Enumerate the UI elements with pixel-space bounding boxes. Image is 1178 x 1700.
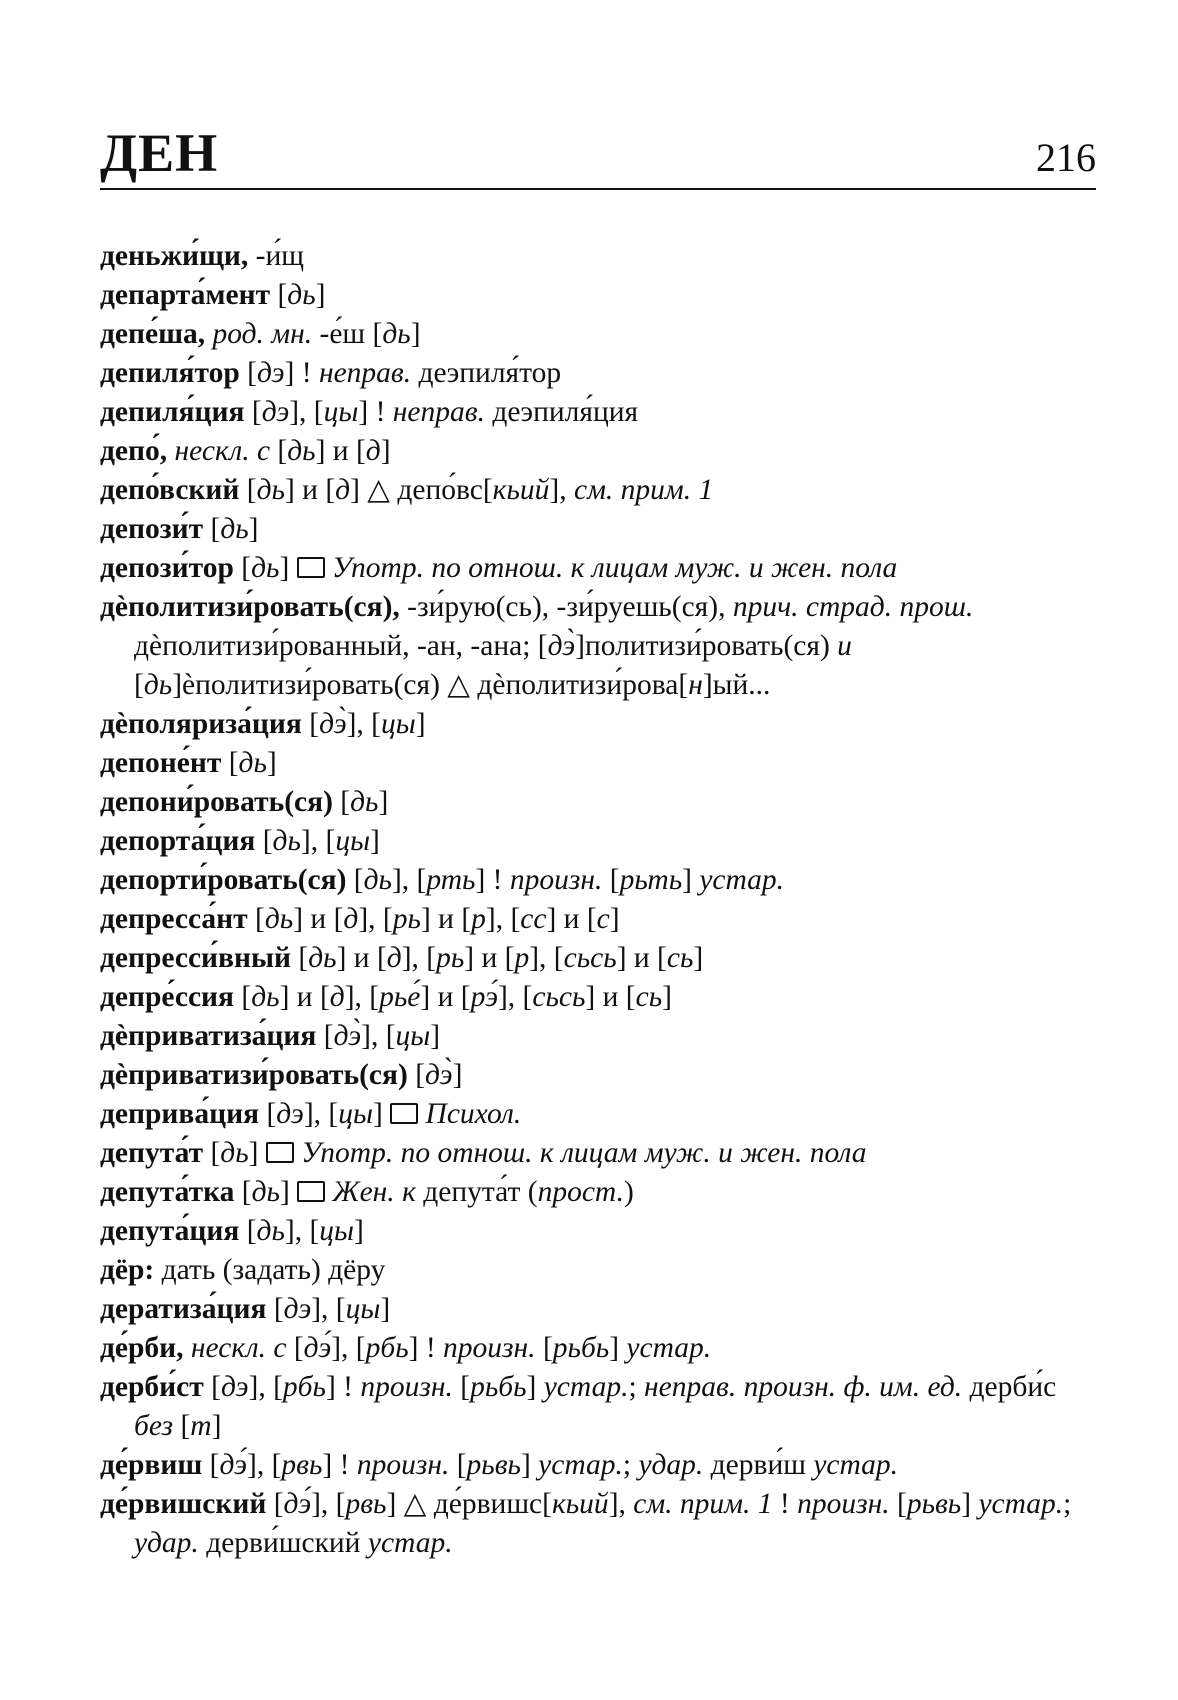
entry-text: [ bbox=[266, 1293, 284, 1325]
dictionary-entry bbox=[100, 1095, 1096, 1134]
entry-text: ] bbox=[211, 1410, 222, 1442]
italic-label: к bbox=[402, 1176, 416, 1208]
entry-text: ] bbox=[370, 825, 380, 857]
headword: депре́ссия bbox=[100, 981, 235, 1013]
italic-label: рэ́ bbox=[470, 981, 498, 1013]
italic-label: дь bbox=[256, 474, 285, 506]
italic-label: неправ. произн. ф. им. ед. bbox=[644, 1371, 963, 1403]
italic-label: кьий bbox=[492, 474, 550, 506]
italic-label: прич. страд. прош. bbox=[732, 591, 974, 623]
italic-label: произн. bbox=[509, 864, 603, 896]
entry-text: ] и [ bbox=[279, 981, 330, 1013]
italic-label: см. прим. 1 bbox=[573, 474, 714, 506]
entry-text: -зи́рую(сь), -зи́руешь(ся), bbox=[399, 591, 733, 623]
entry-text: ] ! bbox=[358, 396, 393, 428]
entry-text: дерви́шский bbox=[198, 1527, 368, 1559]
entry-text: ] и [ bbox=[420, 903, 472, 935]
italic-label: дэ̀ bbox=[547, 630, 576, 662]
dictionary-entry bbox=[100, 393, 1096, 432]
entry-text bbox=[205, 318, 212, 350]
entry-text: ], [ bbox=[289, 396, 324, 428]
entry-text: деэпиля́тор bbox=[411, 357, 562, 389]
italic-label: Употр. по отнош. к лицам муж. и жен. пола bbox=[332, 552, 898, 584]
italic-label: неправ. bbox=[318, 357, 412, 389]
italic-label: дь bbox=[256, 1215, 285, 1247]
dictionary-entry bbox=[100, 744, 1096, 783]
entry-text: депута́т ( bbox=[415, 1176, 538, 1208]
italic-label: сс bbox=[520, 903, 547, 935]
dictionary-entry bbox=[100, 588, 1096, 705]
italic-label: рьть bbox=[619, 864, 683, 896]
italic-label: дь bbox=[238, 747, 267, 779]
entry-text: ] bbox=[266, 747, 277, 779]
italic-label: Жен. bbox=[332, 1176, 395, 1208]
italic-label: нескл. с bbox=[190, 1332, 287, 1364]
entry-text: ] bbox=[279, 552, 297, 584]
entry-text: ] ! bbox=[408, 1332, 444, 1364]
headword: депута́т bbox=[100, 1137, 204, 1169]
italic-label: дь bbox=[382, 318, 411, 350]
italic-label: дэ̀ bbox=[319, 708, 347, 740]
dictionary-entry bbox=[100, 1173, 1096, 1212]
entry-text: [ bbox=[889, 1488, 907, 1520]
entry-text: ] ! bbox=[475, 864, 510, 896]
dictionary-entry bbox=[100, 978, 1096, 1017]
entry-text: ], [ bbox=[401, 942, 437, 974]
italic-label: рь bbox=[392, 903, 421, 935]
usage-note-box-icon bbox=[297, 1181, 325, 1202]
entry-text: ] bbox=[609, 1332, 627, 1364]
dictionary-entry bbox=[100, 1134, 1096, 1173]
entry-text: [ bbox=[535, 1332, 553, 1364]
dictionary-entry bbox=[100, 1446, 1096, 1485]
entry-text: [ bbox=[244, 396, 262, 428]
entry-text: ] bbox=[609, 903, 620, 935]
italic-label: дь bbox=[220, 1137, 249, 1169]
headword: депорта́ция bbox=[100, 825, 256, 857]
italic-label: дэ́ bbox=[283, 1488, 312, 1520]
entry-text: ] △ депо́вс[ bbox=[350, 474, 493, 506]
italic-label: дь bbox=[287, 279, 316, 311]
italic-label: прост. bbox=[537, 1176, 624, 1208]
entry-text: [ bbox=[221, 747, 239, 779]
entry-text: ], [ bbox=[248, 1371, 283, 1403]
italic-label: дь bbox=[350, 786, 379, 818]
entry-text bbox=[325, 1176, 332, 1208]
headword: дѐполитизи́ровать(ся), bbox=[100, 591, 400, 623]
headword: депози́т bbox=[100, 513, 204, 545]
entry-text: [ bbox=[234, 981, 252, 1013]
italic-label: устар. bbox=[978, 1488, 1064, 1520]
italic-label: д bbox=[343, 903, 359, 935]
italic-label: произн. bbox=[360, 1371, 453, 1403]
dictionary-entry bbox=[100, 1290, 1096, 1329]
entry-text: ] и [ bbox=[585, 981, 636, 1013]
dictionary-entry bbox=[100, 1251, 1096, 1290]
entry-text: ], [ bbox=[391, 864, 427, 896]
entry-text: [ bbox=[301, 708, 320, 740]
italic-label: н bbox=[688, 669, 703, 701]
entry-text bbox=[395, 1176, 402, 1208]
italic-label: удар. bbox=[638, 1449, 704, 1481]
entry-text: ], [ bbox=[485, 903, 521, 935]
italic-label: дэ bbox=[276, 1098, 304, 1130]
headword: депута́ция bbox=[100, 1215, 240, 1247]
entry-text: ] bbox=[315, 279, 326, 311]
italic-label: дэ bbox=[261, 396, 290, 428]
entry-text: ] и [ bbox=[420, 981, 471, 1013]
italic-label: дь bbox=[251, 981, 280, 1013]
italic-label: цы bbox=[338, 1098, 373, 1130]
entry-text: ], [ bbox=[303, 1098, 339, 1130]
italic-label: устар. bbox=[538, 1449, 623, 1481]
entry-text: ], [ bbox=[529, 942, 564, 974]
italic-label: произн. bbox=[356, 1449, 450, 1481]
dictionary-entry bbox=[100, 315, 1096, 354]
headword: де́рвишский bbox=[100, 1488, 267, 1520]
italic-label: с bbox=[596, 903, 610, 935]
headword: дератиза́ция bbox=[100, 1293, 267, 1325]
entry-text bbox=[184, 1332, 191, 1364]
italic-label: цы bbox=[381, 708, 416, 740]
entry-text: [ bbox=[202, 1449, 220, 1481]
italic-label: сьсь bbox=[532, 981, 586, 1013]
entry-text: ; bbox=[628, 1371, 645, 1403]
italic-label: рьбь bbox=[470, 1371, 527, 1403]
entry-text: [ bbox=[173, 1410, 191, 1442]
entry-text: деэпиля́ция bbox=[484, 396, 639, 428]
italic-label: рьбь bbox=[552, 1332, 610, 1364]
entry-text: ) bbox=[623, 1176, 634, 1208]
italic-label: произн. bbox=[443, 1332, 536, 1364]
entry-text: ] и [ bbox=[293, 903, 344, 935]
page-header bbox=[100, 118, 1096, 190]
headword: дѐприватизи́ровать(ся) bbox=[100, 1059, 408, 1091]
dictionary-entry bbox=[100, 1329, 1096, 1368]
entry-text: ] bbox=[380, 435, 391, 467]
entry-text: ] bbox=[248, 513, 259, 545]
running-head: ДЕН bbox=[100, 123, 219, 183]
entry-text: -и́щ bbox=[248, 240, 304, 272]
entry-text: ], [ bbox=[300, 825, 336, 857]
entry-text: ; bbox=[622, 1449, 639, 1481]
entry-text: ], [ bbox=[361, 1020, 396, 1052]
entry-text: [ bbox=[203, 513, 221, 545]
entry-text: ], [ bbox=[346, 708, 382, 740]
entry-text: ] ! bbox=[325, 1371, 361, 1403]
entry-text: ] и [ bbox=[464, 942, 515, 974]
entry-text: [ bbox=[316, 1020, 334, 1052]
italic-label: дь bbox=[363, 864, 392, 896]
entry-text: [ bbox=[203, 1137, 221, 1169]
headword: департа́мент bbox=[100, 279, 271, 311]
italic-label: дь bbox=[287, 435, 316, 467]
entry-text: [ bbox=[291, 942, 309, 974]
entry-text: [ bbox=[247, 903, 265, 935]
dictionary-entry bbox=[100, 237, 1096, 276]
italic-label: нескл. с bbox=[174, 435, 271, 467]
italic-label: д bbox=[365, 435, 381, 467]
headword: депорти́ровать(ся) bbox=[100, 864, 347, 896]
italic-label: неправ. bbox=[392, 396, 485, 428]
italic-label: устар. bbox=[699, 864, 785, 896]
headword: депресси́вный bbox=[100, 942, 292, 974]
entry-text: -е́ш [ bbox=[312, 318, 383, 350]
italic-label: дэ bbox=[283, 1293, 312, 1325]
entry-text: [ bbox=[449, 1449, 467, 1481]
italic-label: устар. bbox=[367, 1527, 453, 1559]
entry-text: ] bbox=[682, 864, 700, 896]
italic-label: дь bbox=[143, 669, 173, 701]
italic-label: без bbox=[134, 1410, 174, 1442]
dictionary-entry bbox=[100, 354, 1096, 393]
entry-text: ], [ bbox=[247, 1449, 282, 1481]
italic-label: род. мн. bbox=[212, 318, 313, 350]
entry-text: [ bbox=[270, 279, 288, 311]
entry-text: ] bbox=[452, 1059, 463, 1091]
entry-text: ]политизи́ровать(ся) bbox=[575, 630, 838, 662]
italic-label: сьсь bbox=[563, 942, 617, 974]
italic-label: дь bbox=[220, 513, 249, 545]
italic-label: цы bbox=[345, 1293, 381, 1325]
italic-label: удар. bbox=[134, 1527, 199, 1559]
entry-text: ], [ bbox=[284, 1215, 320, 1247]
dictionary-entry bbox=[100, 1212, 1096, 1251]
italic-label: сь bbox=[635, 981, 663, 1013]
entry-text: ] и [ bbox=[284, 474, 336, 506]
italic-label: р bbox=[514, 942, 530, 974]
dictionary-entry bbox=[100, 432, 1096, 471]
entry-text: [ bbox=[134, 669, 144, 701]
usage-note-box-icon bbox=[297, 557, 325, 578]
entry-text: ], [ bbox=[311, 1293, 346, 1325]
italic-label: рть bbox=[426, 864, 476, 896]
italic-label: устар. bbox=[626, 1332, 712, 1364]
italic-label: Психол. bbox=[425, 1098, 522, 1130]
entry-text: ] bbox=[415, 708, 426, 740]
entry-text: ] ! bbox=[284, 357, 319, 389]
italic-label: дь bbox=[251, 1176, 280, 1208]
entry-text: ] bbox=[372, 1098, 391, 1130]
headword: депоне́нт bbox=[100, 747, 222, 779]
entry-text: ]ый... bbox=[702, 669, 771, 701]
italic-label: сь bbox=[666, 942, 694, 974]
italic-label: дэ̀ bbox=[425, 1059, 453, 1091]
italic-label: рь bbox=[436, 942, 465, 974]
entry-text: ] и [ bbox=[616, 942, 667, 974]
italic-label: д bbox=[386, 942, 402, 974]
entry-text: ], [ bbox=[358, 903, 393, 935]
headword: депе́ша, bbox=[100, 318, 206, 350]
dictionary-entry bbox=[100, 1017, 1096, 1056]
usage-note-box-icon bbox=[390, 1103, 418, 1124]
entry-text: ] bbox=[248, 1137, 266, 1169]
italic-label: дь bbox=[308, 942, 337, 974]
entry-text: [ bbox=[239, 1215, 257, 1247]
entry-text: ] bbox=[380, 1293, 391, 1325]
entry-text: дерви́ш bbox=[703, 1449, 814, 1481]
entry-text: ]ѐполитизи́ровать(ся) △ дѐполитизи́рова[ bbox=[172, 669, 689, 701]
italic-label: дэ bbox=[256, 357, 285, 389]
italic-label: и bbox=[837, 630, 852, 662]
headword: дѐприватиза́ция bbox=[100, 1020, 317, 1052]
italic-label: см. прим. 1 bbox=[633, 1488, 773, 1520]
dictionary-entry bbox=[100, 1485, 1096, 1563]
entry-text: ] bbox=[526, 1371, 544, 1403]
dictionary-entry bbox=[100, 471, 1096, 510]
italic-label: дэ́ bbox=[303, 1332, 332, 1364]
entry-text: ], [ bbox=[344, 981, 380, 1013]
entry-text bbox=[167, 435, 174, 467]
entry-text: ] и [ bbox=[336, 942, 387, 974]
dictionary-entry bbox=[100, 939, 1096, 978]
entry-text: [ bbox=[255, 825, 273, 857]
headword: депиля́тор bbox=[100, 357, 240, 389]
entry-text: ] bbox=[520, 1449, 539, 1481]
entry-text: ] bbox=[378, 786, 389, 818]
italic-label: цы bbox=[335, 825, 371, 857]
entry-text: ] bbox=[430, 1020, 441, 1052]
headword: дерби́ст bbox=[100, 1371, 204, 1403]
italic-label: рьвь bbox=[906, 1488, 962, 1520]
italic-label: произн. bbox=[797, 1488, 890, 1520]
italic-label: цы bbox=[319, 1215, 355, 1247]
italic-label: рвь bbox=[281, 1449, 323, 1481]
headword: депо́, bbox=[100, 435, 168, 467]
italic-label: дь bbox=[264, 903, 294, 935]
italic-label: д bbox=[335, 474, 351, 506]
entry-text: ], [ bbox=[311, 1488, 346, 1520]
italic-label: цы bbox=[323, 396, 359, 428]
entry-text: ], bbox=[549, 474, 574, 506]
headword: депони́ровать(ся) bbox=[100, 786, 333, 818]
italic-label: дэ̀ bbox=[333, 1020, 362, 1052]
headword: депози́тор bbox=[100, 552, 234, 584]
entry-text: ], [ bbox=[331, 1332, 366, 1364]
entry-text: [ bbox=[259, 1098, 277, 1130]
entry-text: ], bbox=[608, 1488, 634, 1520]
entry-text: [ bbox=[602, 864, 620, 896]
italic-label: рьвь bbox=[466, 1449, 521, 1481]
entry-text: дѐполитизи́рованный, -ан, -ана; [ bbox=[134, 630, 548, 662]
dictionary-entry bbox=[100, 276, 1096, 315]
italic-label: рбь bbox=[365, 1332, 409, 1364]
italic-label: рбь bbox=[282, 1371, 326, 1403]
headword: депо́вский bbox=[100, 474, 240, 506]
entry-text: [ bbox=[266, 1488, 284, 1520]
entry-text: ] bbox=[693, 942, 704, 974]
entry-text: ] bbox=[279, 1176, 298, 1208]
italic-label: дэ́ bbox=[219, 1449, 248, 1481]
italic-label: кьий bbox=[551, 1488, 609, 1520]
entry-text: ; bbox=[1063, 1488, 1072, 1520]
entry-text: [ bbox=[346, 864, 364, 896]
italic-label: д bbox=[329, 981, 345, 1013]
headword: де́рби, bbox=[100, 1332, 184, 1364]
headword: де́рвиш bbox=[100, 1449, 203, 1481]
entry-text: ] bbox=[410, 318, 421, 350]
usage-note-box-icon bbox=[266, 1142, 294, 1163]
dictionary-entry bbox=[100, 861, 1096, 900]
headword: дѐполяриза́ция bbox=[100, 708, 302, 740]
italic-label: дэ bbox=[220, 1371, 249, 1403]
italic-label: устар. bbox=[543, 1371, 629, 1403]
dictionary-entry bbox=[100, 549, 1096, 588]
headword: деньжи́щи, bbox=[100, 240, 249, 272]
dictionary-entry bbox=[100, 510, 1096, 549]
entry-text: [ bbox=[239, 474, 257, 506]
entry-text: дерби́с bbox=[962, 1371, 1057, 1403]
dictionary-entry bbox=[100, 900, 1096, 939]
italic-label: р bbox=[471, 903, 486, 935]
entry-text: ] bbox=[354, 1215, 364, 1247]
dictionary-entry bbox=[100, 1056, 1096, 1095]
entry-text: [ bbox=[332, 786, 351, 818]
entry-text: ] и [ bbox=[546, 903, 597, 935]
italic-label: дь bbox=[251, 552, 280, 584]
entry-text: [ bbox=[270, 435, 288, 467]
italic-label: Употр. по отнош. к лицам муж. и жен. пола bbox=[301, 1137, 867, 1169]
entry-text: ], [ bbox=[497, 981, 533, 1013]
entry-text: [ bbox=[203, 1371, 221, 1403]
entry-text: [ bbox=[234, 1176, 252, 1208]
entry-text: [ bbox=[286, 1332, 304, 1364]
italic-label: т bbox=[190, 1410, 212, 1442]
italic-label: рвь bbox=[345, 1488, 387, 1520]
dictionary-entry bbox=[100, 705, 1096, 744]
entry-text bbox=[325, 552, 332, 584]
entry-text: ] bbox=[662, 981, 672, 1013]
dictionary-entries bbox=[100, 237, 1096, 1563]
italic-label: устар. bbox=[813, 1449, 899, 1481]
entry-text: [ bbox=[452, 1371, 471, 1403]
headword: депресса́нт bbox=[100, 903, 248, 935]
dictionary-entry bbox=[100, 1368, 1096, 1446]
entry-text: [ bbox=[407, 1059, 426, 1091]
page-number: 216 bbox=[1036, 135, 1096, 180]
italic-label: дь bbox=[272, 825, 301, 857]
entry-text bbox=[418, 1098, 425, 1130]
headword: депута́тка bbox=[100, 1176, 235, 1208]
italic-label: рье́ bbox=[379, 981, 421, 1013]
dictionary-entry bbox=[100, 783, 1096, 822]
entry-text: [ bbox=[233, 552, 252, 584]
headword: дёр: bbox=[100, 1254, 155, 1286]
entry-text: ] ! bbox=[322, 1449, 357, 1481]
italic-label: цы bbox=[395, 1020, 431, 1052]
headword: деприва́ция bbox=[100, 1098, 260, 1130]
entry-text: дать (задать) дёру bbox=[154, 1254, 386, 1286]
entry-text: ] и [ bbox=[315, 435, 366, 467]
entry-text: ] △ де́рвишс[ bbox=[386, 1488, 552, 1520]
entry-text: ] bbox=[961, 1488, 979, 1520]
headword: депиля́ция bbox=[100, 396, 245, 428]
dictionary-entry bbox=[100, 822, 1096, 861]
entry-text: ! bbox=[772, 1488, 798, 1520]
entry-text: [ bbox=[239, 357, 257, 389]
